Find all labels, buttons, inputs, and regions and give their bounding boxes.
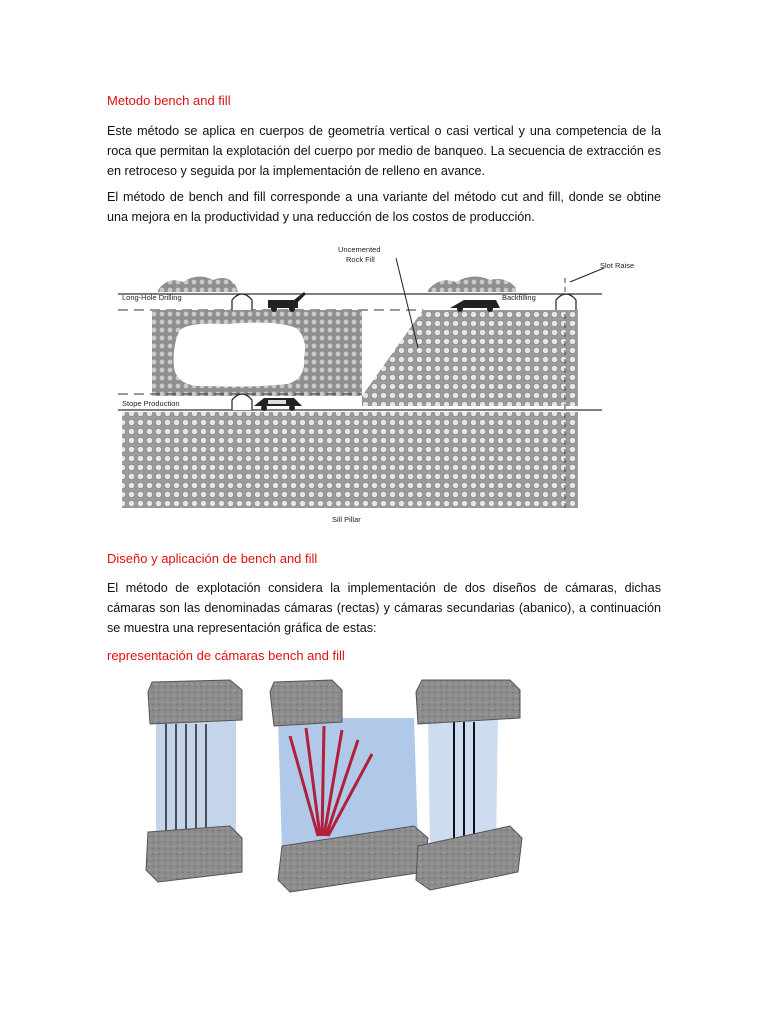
slot-raise-leader xyxy=(570,268,604,282)
label-sill-pillar: Sill Pillar xyxy=(332,515,361,524)
rock-fill-slope xyxy=(362,310,578,406)
open-stope-void xyxy=(174,323,305,387)
label-uncemented: Uncemented xyxy=(338,245,381,254)
bottom-pillar-left xyxy=(146,826,242,882)
paragraph-method-variant: El método de bench and fill corresponde a una variante del método cut and fill, donde se obtine una mejora en la productividad y una reducción de los costos de producción. xyxy=(107,190,661,224)
sill-pillar-block xyxy=(122,412,578,508)
label-backfilling: Backfilling xyxy=(502,293,536,302)
section-heading-design-application: Diseño y aplicación de bench and fill xyxy=(107,551,318,566)
subheading-chamber-representation: representación de cámaras bench and fill xyxy=(107,648,345,663)
slot-raise-arch xyxy=(556,294,576,310)
surface-rock-right xyxy=(428,276,516,292)
surface-rock-left xyxy=(158,276,238,292)
top-pillar-middle xyxy=(270,680,342,726)
label-slot-raise: Slot Raise xyxy=(600,261,635,270)
paragraph-method-description: Este método se aplica en cuerpos de geometría vertical o casi vertical y una competencia de la roca que permitan la explotación del cuerpo por medio de banqueo. La secuencia de extracción es en retroceso y seguida por la implementación de relleno en avance. xyxy=(107,124,661,178)
loader-production-icon xyxy=(254,398,302,411)
upper-drift-arch xyxy=(232,294,252,310)
lower-drift-arch xyxy=(232,394,252,410)
label-stope-production: Stope Production xyxy=(122,399,180,408)
label-long-hole-drilling: Long-Hole Drilling xyxy=(122,293,182,302)
section-heading-bench-and-fill: Metodo bench and fill xyxy=(107,93,231,108)
bench-and-fill-diagram xyxy=(118,238,635,528)
paragraph-chamber-designs: El método de explotación considera la implementación de dos diseños de cámaras, dichas cámaras son las denominadas cámaras (rectas) y cámaras secundarias (abanico), a continuación se muestra una representación gráfica de estas: xyxy=(107,581,661,635)
top-pillar-right xyxy=(416,680,520,724)
top-pillar-left xyxy=(148,680,242,724)
label-rock-fill: Rock Fill xyxy=(346,255,375,264)
chambers-3d-illustration xyxy=(118,676,538,896)
drill-rig-icon xyxy=(268,292,306,312)
